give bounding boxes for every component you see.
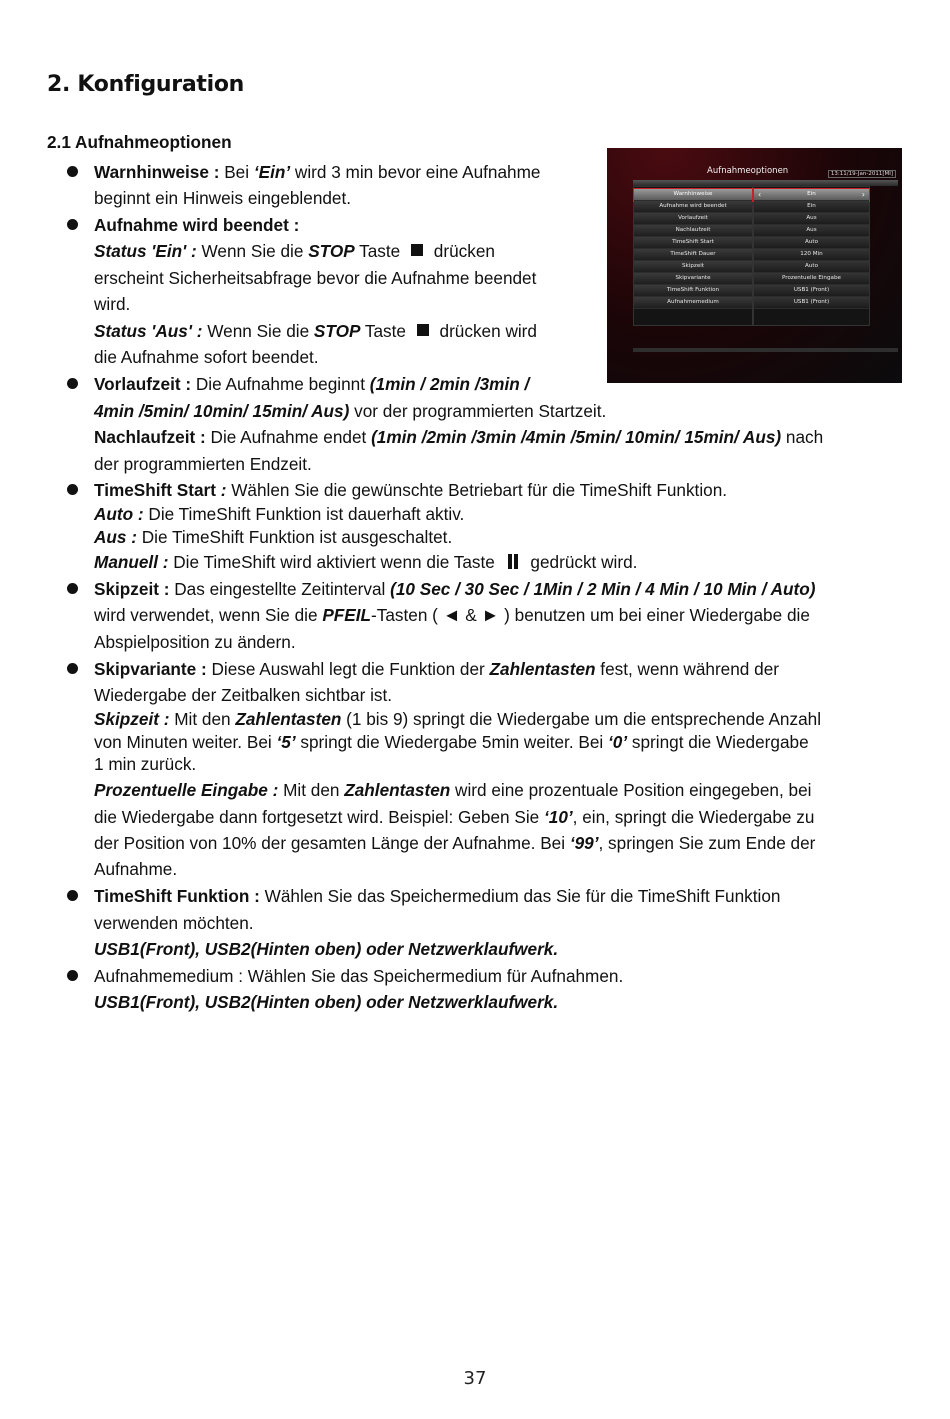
screenshot-value-column — [753, 186, 870, 326]
text-line: Status 'Aus' : Wenn Sie die STOP Taste drücken wird — [94, 321, 537, 341]
bullet-dot — [67, 890, 78, 901]
bullet-dot — [67, 166, 78, 177]
text-line: Wiedergabe der Zeitbalken sichtbar ist. — [94, 685, 393, 705]
text-line: 1 min zurück. — [94, 754, 197, 774]
screenshot-menu-label: Aufnahmemedium — [634, 297, 752, 309]
text-line: Nachlaufzeit : Die Aufnahme endet (1min /2min /3min /4min /5min/ 10min/ 15min/ Aus) nach — [94, 427, 824, 447]
text-line: wird verwendet, wenn Sie die PFEIL-Tasten ( ◄ & ► ) benutzen um bei einer Wiedergabe die — [94, 605, 810, 625]
bullet-dot — [67, 970, 78, 981]
text-line: USB1(Front), USB2(Hinten oben) oder Netzwerklaufwerk. — [94, 992, 559, 1012]
stop-icon — [411, 244, 423, 256]
screenshot-menu-value: Prozentuelle Eingabe — [754, 273, 869, 285]
screenshot-menu-value: Ein ‹ › — [754, 189, 869, 201]
screenshot-menu-value: Aus — [754, 213, 869, 225]
screenshot-menu-value: USB1 (Front) — [754, 297, 869, 309]
text-line: der Position von 10% der gesamten Länge der Aufnahme. Bei ‘99’, springen Sie zum Ende der — [94, 833, 816, 853]
text-line: Prozentuelle Eingabe : Mit den Zahlentasten wird eine prozentuale Position eingegeben, bei — [94, 780, 812, 800]
text-line: Skipvariante : Diese Auswahl legt die Funktion der Zahlentasten fest, wenn während der — [94, 659, 779, 679]
text-line: von Minuten weiter. Bei ‘5’ springt die Wiedergabe 5min weiter. Bei ‘0’ springt die Wiedergabe — [94, 732, 809, 752]
text-line: TimeShift Start : Wählen Sie die gewünschte Betriebart für die TimeShift Funktion. — [94, 480, 728, 500]
bullet-dot — [67, 484, 78, 495]
text-line: USB1(Front), USB2(Hinten oben) oder Netzwerklaufwerk. — [94, 939, 559, 959]
text-line: Aufnahmemedium : Wählen Sie das Speichermedium für Aufnahmen. — [94, 966, 624, 986]
bullet-dot — [67, 663, 78, 674]
text-line: die Wiedergabe dann fortgesetzt wird. Beispiel: Geben Sie ‘10’, ein, springt die Wiedergabe zu — [94, 807, 815, 827]
text-line: Abspielposition zu ändern. — [94, 632, 296, 652]
screenshot-menu-label: TimeShift Start — [634, 237, 752, 249]
section-heading: 2.1 Aufnahmeoptionen — [47, 132, 232, 152]
screenshot-title: Aufnahmeoptionen — [707, 166, 789, 176]
screenshot-menu-value: Auto — [754, 261, 869, 273]
screenshot-menu-value: Auto — [754, 237, 869, 249]
pause-icon — [506, 554, 520, 569]
text-line: wird. — [94, 294, 131, 314]
text-line: die Aufnahme sofort beendet. — [94, 347, 319, 367]
text-line: Skipzeit : Das eingestellte Zeitinterval (10 Sec / 30 Sec / 1Min / 2 Min / 4 Min / 10 Min / Auto) — [94, 579, 816, 599]
text-line: Manuell : Die TimeShift wird aktiviert wenn die Taste gedrückt wird. — [94, 552, 638, 572]
screenshot-label-column — [633, 186, 753, 326]
text-line: TimeShift Funktion : Wählen Sie das Speichermedium das Sie für die TimeShift Funktion — [94, 886, 781, 906]
text-line: beginnt ein Hinweis eingeblendet. — [94, 188, 352, 208]
page-number: 37 — [463, 1368, 487, 1389]
screenshot-menu-value: USB1 (Front) — [754, 285, 869, 297]
text-line: erscheint Sicherheitsabfrage bevor die Aufnahme beendet — [94, 268, 537, 288]
text-line: Status 'Ein' : Wenn Sie die STOP Taste drücken — [94, 241, 495, 261]
bullet-dot — [67, 219, 78, 230]
stop-icon — [417, 324, 429, 336]
screenshot-menu-label: Skipzeit — [634, 261, 752, 273]
menu-screenshot — [607, 148, 902, 383]
text-line: Warnhinweise : Bei ‘Ein’ wird 3 min bevor eine Aufnahme — [94, 162, 541, 182]
text-line: Aus : Die TimeShift Funktion ist ausgeschaltet. — [94, 527, 453, 547]
bullet-dot — [67, 583, 78, 594]
text-line: der programmierten Endzeit. — [94, 454, 312, 474]
arrow-right-icon: ► — [481, 605, 500, 625]
screenshot-footer-bar — [633, 348, 898, 352]
screenshot-menu-value: 120 Min — [754, 249, 869, 261]
text-line: Vorlaufzeit : Die Aufnahme beginnt (1min / 2min /3min / — [94, 374, 530, 394]
screenshot-menu-label: Warnhinweise — [634, 189, 752, 201]
arrow-left-icon: ◄ — [442, 605, 461, 625]
chevron-right-icon: › — [861, 190, 865, 199]
chapter-heading: 2. Konfiguration — [47, 72, 245, 97]
text-line: 4min /5min/ 10min/ 15min/ Aus) vor der programmierten Startzeit. — [94, 401, 607, 421]
bullet-dot — [67, 378, 78, 389]
screenshot-menu-label: TimeShift Funktion — [634, 285, 752, 297]
screenshot-menu-label: Vorlaufzeit — [634, 213, 752, 225]
text-line: Auto : Die TimeShift Funktion ist dauerhaft aktiv. — [94, 504, 465, 524]
screenshot-menu-label: TimeShift Dauer — [634, 249, 752, 261]
text-line: Skipzeit : Mit den Zahlentasten (1 bis 9) springt die Wiedergabe um die entsprechende Anzahl — [94, 709, 822, 729]
text-line: Aufnahme. — [94, 859, 178, 879]
screenshot-menu-value: Aus — [754, 225, 869, 237]
screenshot-menu-label: Skipvariante — [634, 273, 752, 285]
text-line: Aufnahme wird beendet : — [94, 215, 300, 235]
text-line: verwenden möchten. — [94, 913, 254, 933]
screenshot-menu-label: Aufnahme wird beendet — [634, 201, 752, 213]
screenshot-menu-label: Nachlaufzeit — [634, 225, 752, 237]
screenshot-date: 13:11/19-Jan-2011[MI] — [828, 170, 896, 178]
chevron-left-icon: ‹ — [758, 190, 762, 199]
screenshot-menu-value: Ein — [754, 201, 869, 213]
